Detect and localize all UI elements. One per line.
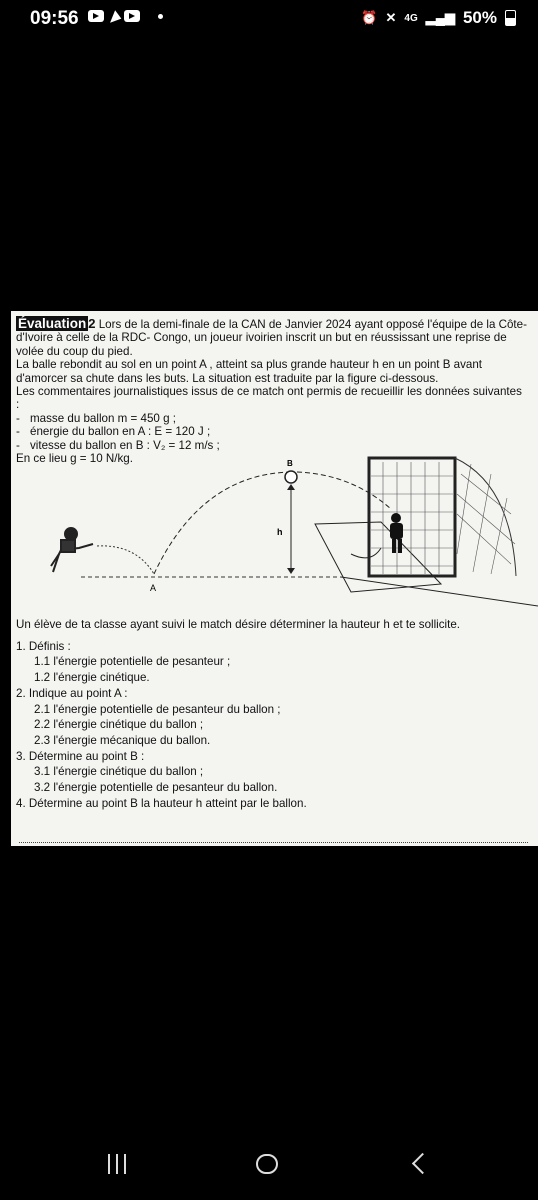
label-h: h (277, 527, 283, 537)
telegram-icon (107, 9, 122, 23)
path-to-a (97, 546, 154, 574)
answer-dotted-line (19, 842, 528, 843)
document-photo[interactable] (11, 311, 538, 846)
intro-paragraph (16, 317, 528, 358)
question-2-3: 2.3 l'énergie mécanique du ballon. (34, 733, 211, 747)
situation-text: La balle rebondit au sol en un point A , atteint sa plus grande hauteur h en un point B avant d'amorcer sa chute dans les buts. La situation est traduite par la figure ci-dessous. (16, 358, 483, 385)
evaluation-number: 2 (88, 316, 96, 331)
comments-text: Les commentaires journalistiques issus de ce match ont permis de recueillir les données suivantes : (16, 385, 522, 412)
back-icon (412, 1153, 433, 1174)
data-list (16, 412, 528, 452)
recent-apps-icon-bar (124, 1154, 126, 1174)
question-3-2: 3.2 l'énergie potentielle de pesanteur du ballon. (34, 781, 278, 795)
list-item: - vitesse du ballon en B : V₂ = 12 m/s ; (16, 438, 220, 452)
recent-apps-icon (108, 1154, 110, 1174)
label-a: A (150, 583, 157, 593)
list-item: - masse du ballon m = 450 g ; (16, 411, 176, 425)
back-button[interactable] (402, 1146, 442, 1182)
mute-icon: ✕ (385, 10, 397, 25)
question-1-2: 1.2 l'énergie cinétique. (34, 671, 150, 685)
signal-icon: ▂▄▆ (425, 10, 455, 25)
battery-icon (505, 10, 516, 26)
recent-apps-icon-bar (116, 1154, 118, 1174)
youtube-icon-2 (124, 10, 140, 22)
question-2-1: 2.1 l'énergie potentielle de pesanteur du ballon ; (34, 702, 281, 716)
recent-apps-button[interactable] (98, 1146, 138, 1182)
evaluation-badge: Évaluation (18, 316, 87, 331)
battery-percent: 50% (462, 8, 497, 27)
goal-area (315, 522, 441, 592)
ball-b (285, 471, 297, 483)
home-icon (256, 1154, 278, 1174)
question-3: 3. Détermine au point B : (16, 749, 145, 763)
home-button[interactable] (249, 1146, 289, 1182)
status-bar (0, 0, 538, 36)
question-2: 2. Indique au point A : (16, 686, 128, 700)
document-text (16, 317, 528, 465)
system-status (361, 8, 516, 28)
alarm-icon: ⏰ (361, 10, 378, 25)
label-b: B (287, 459, 293, 468)
question-4: 4. Détermine au point B la hauteur h atteint par le ballon. (16, 796, 307, 810)
goalkeeper-illustration (390, 513, 403, 553)
question-1: 1. Définis : (16, 639, 71, 653)
gravity-text: En ce lieu g = 10 N/kg. (16, 452, 133, 466)
more-notifications-icon (158, 14, 163, 19)
player-illustration (51, 528, 93, 572)
trajectory-figure (11, 454, 538, 609)
prompt-text: Un élève de ta classe ayant suivi le match désire déterminer la hauteur h et te sollicite. (16, 618, 461, 631)
trajectory-curve (154, 472, 291, 574)
question-1-1: 1.1 l'énergie potentielle de pesanteur ; (34, 655, 231, 669)
trajectory-descent (297, 472, 391, 509)
field-line (341, 577, 538, 606)
intro-text: Lors de la demi-finale de la CAN de Janvier 2024 ayant opposé l'équipe de la Côte-d'Ivoire à celle de la RDC- Congo, un joueur ivoirien inscrit un but en réussissant une reprise de volée du coup du pied. (16, 318, 527, 358)
list-item: - énergie du ballon en A : E = 120 J ; (16, 425, 211, 439)
question-2-2: 2.2 l'énergie cinétique du ballon ; (34, 718, 204, 732)
navigation-bar (0, 1140, 538, 1190)
notification-icons (88, 10, 163, 22)
question-3-1: 3.1 l'énergie cinétique du ballon ; (34, 765, 204, 779)
network-type: 4G (404, 12, 418, 24)
youtube-icon (88, 10, 104, 22)
questions-section (16, 617, 528, 811)
status-time: 09:56 (30, 8, 79, 29)
